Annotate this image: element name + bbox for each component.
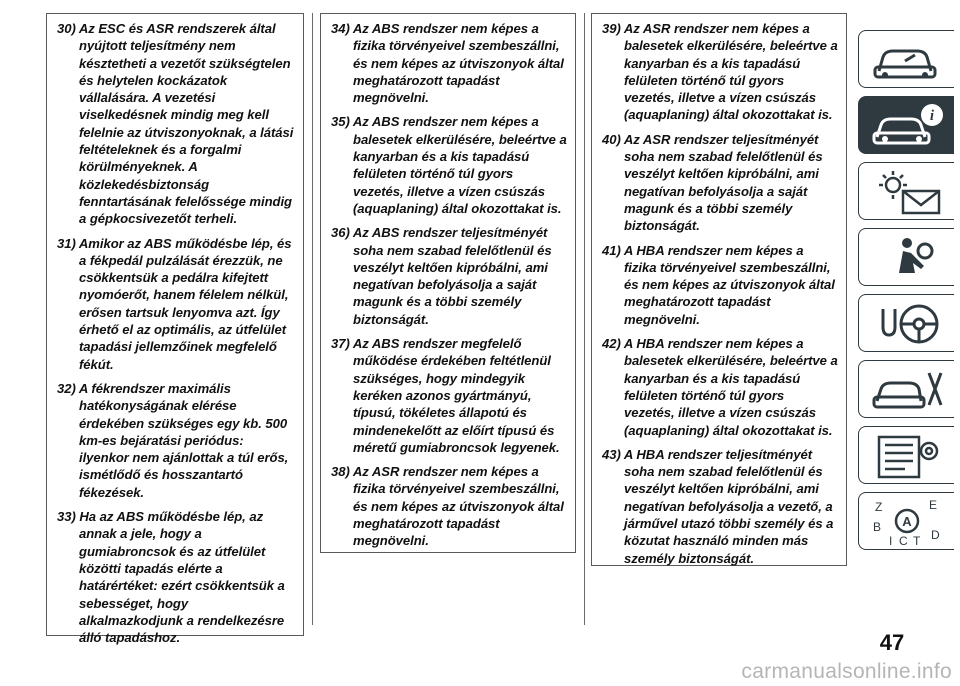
svg-text:E: E xyxy=(929,498,938,512)
column-divider-2 xyxy=(584,13,585,625)
note-40: 40) Az ASR rendszer teljesítményét soha nem szabad felelőtlenül és veszélyt keltően kipróbálni, ami negatívan befolyásolja a saját magunk és a többi személy biztonságát. xyxy=(602,131,823,234)
svg-text:C: C xyxy=(899,534,908,547)
page-number: 47 xyxy=(879,630,905,655)
svg-text:D: D xyxy=(931,528,940,542)
tab-car-info[interactable] xyxy=(858,96,954,154)
tab-service[interactable] xyxy=(858,360,954,418)
chapter-sidebar xyxy=(858,30,954,642)
car-service-icon xyxy=(869,365,949,415)
note-31: 31) Amikor az ABS működésbe lép, és a fékpedál pulzálását érezzük, ne csökkentsük a pedálra kifejtett nyomóerőt, hanem félelem nélkül, erősen tartsuk lenyomva azt. Így érhető el az optimális, az útfelület tapadási jellemzőinek megfelelő fékút. xyxy=(57,235,292,372)
svg-text:A: A xyxy=(902,514,912,529)
note-42: 42) A HBA rendszer nem képes a balesetek elkerülésére, beleértve a kanyarban és a kis tapadású felületen történő túl gyors vezetés, illetve a vízen csúszás (aquaplaning) által okozottakat is. xyxy=(602,336,838,438)
svg-text:B: B xyxy=(873,520,882,534)
note-34: 34) Az ABS rendszer nem képes a fizika törvényeivel szembeszállni, és nem képes az útviszonyok által meghatározott tapadást megnövelni. xyxy=(331,21,564,106)
dashboard-car-icon xyxy=(869,35,949,85)
airbag-seat-icon xyxy=(869,233,949,283)
svg-text:Z: Z xyxy=(875,500,883,514)
tab-alphabetical-index[interactable] xyxy=(858,492,954,550)
note-35: 35) Az ABS rendszer nem képes a balesetek elkerülésére, beleértve a kanyarban és a kis tapadású felületen történő túl gyors vezetés, illetve a vízen csúszás (aquaplaning) által okozottakat is. xyxy=(331,114,567,216)
svg-text:I: I xyxy=(889,534,893,547)
car-info-icon xyxy=(869,101,949,151)
note-38: 38) Az ASR rendszer nem képes a fizika törvényeivel szembeszállni, és nem képes az útviszonyok által meghatározott tapadást megnövelni. xyxy=(331,464,564,549)
note-30: 30) Az ESC és ASR rendszerek által nyújtott teljesítmény nem késztetheti a vezetőt szükségtelen és helytelen kockázatok vállalására. A vezetési viselkedésnek mindig meg kell felelnie az útviszonyoknak, a látási feltételeknek és a forgalmi körülményeknek. A közlekedésbiztonság fenntartásának felelőssége mindig a gépkocsivezetőt terheli. xyxy=(57,21,294,227)
notes-column-2 xyxy=(320,13,576,553)
svg-text:i: i xyxy=(929,108,935,124)
notes-column-3 xyxy=(591,13,847,566)
note-32: 32) A fékrendszer maximális hatékonyságának elérése érdekében szükséges egy kb. 500 km-es bejáratási periódus: ilyenkor nem ajánlottak a túl erős, ismétlődő és hosszantartó fékezések. xyxy=(57,380,289,500)
alphabetical-index-icon xyxy=(869,497,949,547)
svg-text:T: T xyxy=(913,534,921,547)
watermark: carmanualsonline.info xyxy=(741,660,952,683)
note-37: 37) Az ABS rendszer megfelelő működése érdekében feltétlenül szükséges, hogy mindegyik keréken azonos gyártmányú, típusú, tökéletes állapotú és mindenekelőtt az előírt típusú és méretű gumiabroncsok legyenek. xyxy=(331,336,560,455)
note-41: 41) A HBA rendszer nem képes a fizika törvényeivel szembeszállni, és nem képes az útviszonyok által meghatározott tapadást megnövelni. xyxy=(602,242,835,327)
column-divider-1 xyxy=(312,13,313,625)
tab-driving[interactable] xyxy=(858,294,954,352)
lights-warning-icon xyxy=(869,167,949,217)
tab-dashboard[interactable] xyxy=(858,30,954,88)
tab-lights-warnings[interactable] xyxy=(858,162,954,220)
tab-safety[interactable] xyxy=(858,228,954,286)
note-43: 43) A HBA rendszer teljesítményét soha nem szabad felelőtlenül és veszélyt keltően kipróbálni, ami negatívan befolyásolja a vezető, a járművel utazó többi személy és a közutat használó minden más személy biztonságát. xyxy=(602,446,834,566)
notes-column-1 xyxy=(46,13,304,646)
specifications-icon xyxy=(869,431,949,481)
note-36: 36) Az ABS rendszer teljesítményét soha nem szabad felelőtlenül és veszélyt keltően kipróbálni, ami negatívan befolyásolja a saját magunk és a többi személy biztonságát. xyxy=(331,225,552,327)
note-33: 33) Ha az ABS működésbe lép, az annak a jele, hogy a gumiabroncsok és az útfelület közötti tapadás elérte a határértéket: ezért csökkentsük a sebességet, hogy alkalmazkodjunk a rendelkezésre álló tapadáshoz. xyxy=(57,509,285,646)
note-39: 39) Az ASR rendszer nem képes a balesetek elkerülésére, beleértve a kanyarban és a kis tapadású felületen történő túl gyors vezetés, illetve a vízen csúszás (aquaplaning) által okozottakat is. xyxy=(602,21,838,123)
steering-wheel-icon xyxy=(869,299,949,349)
tab-specifications[interactable] xyxy=(858,426,954,484)
